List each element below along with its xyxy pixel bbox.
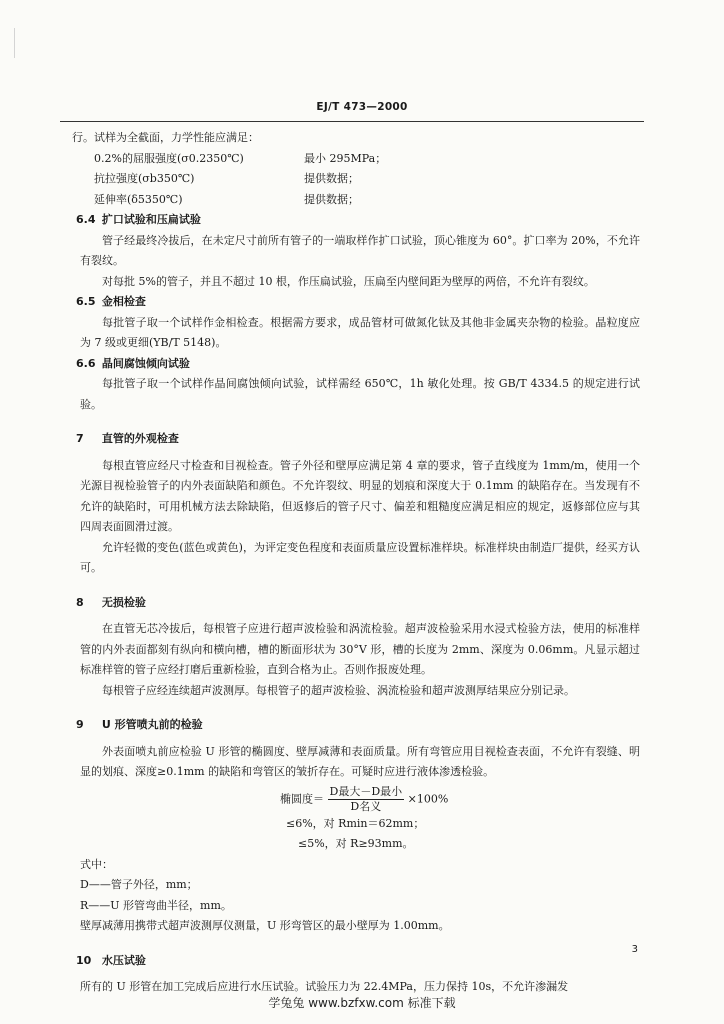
property-row — [94, 190, 640, 211]
header-rule — [60, 121, 644, 122]
where-label: 式中： — [80, 857, 113, 871]
standard-code-header: EJ/T 473—2000 — [316, 101, 408, 113]
section-8-para-2: 每根管子应经连续超声波测厚。每根管子的超声波检验、涡流检验和超声波测厚结果应分别记录。 — [102, 683, 575, 697]
section-8-para-1: 在直管无芯冷拔后，每根管子应进行超声波检验和涡流检验。超声波检验采用水浸式检验方法，使用的标准样管的内外表面都刻有纵向和横向槽，槽的断面形状为 30°V 形，槽的长度为 2mm、深度为 0.06mm。凡显示超过标准样管的管子应经打磨后重新检验，直到合格为止。否则作报废处理。 — [80, 622, 640, 676]
section-number: 6.6 — [76, 356, 96, 370]
margin-mark — [14, 28, 15, 58]
formula-rhs: ×100% — [407, 792, 449, 805]
property-list — [80, 149, 640, 211]
property-name: 0.2%的屈服强度(σ0.2350℃) — [94, 151, 244, 165]
property-value: 提供数据； — [304, 192, 359, 206]
section-number: 6.4 — [76, 213, 96, 226]
section-title: 直管的外观检查 — [101, 432, 179, 445]
section-10-para-1: 所有的 U 形管在加工完成后应进行水压试验。试验压力为 22.4MPa，压力保持 10s，不允许渗漏发 — [80, 980, 569, 993]
formula-condition-1: ≤6%，对 Rmin＝62mm； — [286, 816, 425, 830]
section-number: 8 — [76, 595, 84, 609]
section-7-para-2: 允许轻微的变色(蓝色或黄色)，为评定变色程度和表面质量应设置标准样块。标准样块由制造厂提供，经买方认可。 — [80, 540, 640, 574]
property-value: 最小 295MPa； — [304, 151, 387, 165]
section-6-4-para-1: 管子经最终冷拔后，在未定尺寸前所有管子的一端取样作扩口试验，顶心锥度为 60°。扩口率为 20%，不允许有裂纹。 — [80, 233, 640, 267]
ovality-formula — [80, 785, 640, 814]
definition-r: R——U 形管弯曲半径，mm。 — [80, 898, 232, 912]
section-6-4-heading — [76, 210, 640, 231]
section-6-5-para-1: 每批管子取一个试样作金相检查。根据需方要求，成品管材可做氮化钛及其他非金属夹杂物的检验。晶粒度应为 7 级或更细(YB/T 5148)。 — [80, 315, 640, 349]
section-8-heading — [76, 593, 640, 614]
section-title: 水压试验 — [101, 953, 146, 967]
section-6-6-heading — [76, 354, 640, 375]
property-name: 延伸率(δ5350℃) — [94, 192, 183, 206]
section-9-heading — [76, 715, 640, 736]
section-title: 扩口试验和压扁试验 — [101, 213, 201, 226]
formula-fraction — [328, 785, 405, 814]
page-number: 3 — [631, 944, 638, 955]
section-6-6-para-1: 每批管子取一个试样作晶间腐蚀倾向试验，试样需经 650℃，1h 敏化处理。按 GB/T 4334.5 的规定进行试验。 — [80, 377, 640, 411]
property-row — [94, 169, 640, 190]
section-6-4-para-2: 对每批 5%的管子，并且不超过 10 根，作压扁试验，压扁至内壁间距为壁厚的两倍，不允许有裂纹。 — [102, 274, 595, 288]
section-number: 7 — [76, 432, 84, 445]
document-body — [72, 128, 640, 998]
property-name: 抗拉强度(σb350℃) — [94, 172, 195, 185]
property-row — [94, 149, 640, 170]
section-7-heading — [76, 429, 640, 450]
formula-numerator: D最大－D最小 — [329, 784, 403, 798]
section-number: 9 — [76, 718, 84, 731]
formula-lhs: 椭圆度＝ — [280, 792, 324, 805]
site-footer-watermark: 学兔兔 www.bzfxw.com 标准下载 — [268, 996, 456, 1010]
intro-line: 行。试样为全截面，力学性能应满足： — [72, 131, 259, 144]
definition-d: D——管子外径，mm； — [80, 878, 198, 891]
formula-condition-2: ≤5%，对 R≥93mm。 — [298, 837, 414, 850]
section-9-para-2: 壁厚减薄用携带式超声波测厚仪测量，U 形弯管区的最小壁厚为 1.00mm。 — [80, 919, 450, 932]
section-title: U 形管喷丸前的检验 — [101, 718, 203, 731]
section-title: 晶间腐蚀倾向试验 — [101, 356, 190, 370]
section-7-para-1: 每根直管应经尺寸检查和目视检查。管子外径和壁厚应满足第 4 章的要求，管子直线度为 1mm/m，使用一个光源目视检验管子的内外表面缺陷和颜色。不允许裂纹、明显的划痕和深度大于 0.1mm 的缺陷存在。当发现有不允许的缺陷时，可用机械方法去除缺陷，但返修后的管子尺寸、偏差和粗糙度应满足相应的规定，返修部位应与其四周表面圆滑过渡。 — [80, 458, 640, 533]
section-title: 无损检验 — [101, 595, 146, 609]
section-number: 10 — [76, 953, 92, 967]
section-number: 6.5 — [76, 295, 96, 308]
formula-denominator: D名义 — [350, 799, 382, 813]
section-10-heading — [76, 951, 640, 972]
section-6-5-heading — [76, 292, 640, 313]
property-value: 提供数据； — [304, 172, 359, 185]
section-title: 金相检查 — [101, 295, 146, 308]
section-9-para-1: 外表面喷丸前应检验 U 形管的椭圆度、壁厚减薄和表面质量。所有弯管应用目视检查表面，不允许有裂缝、明显的划痕、深度≥0.1mm 的缺陷和弯管区的皱折存在。可疑时应进行液体渗透检验。 — [80, 744, 640, 778]
